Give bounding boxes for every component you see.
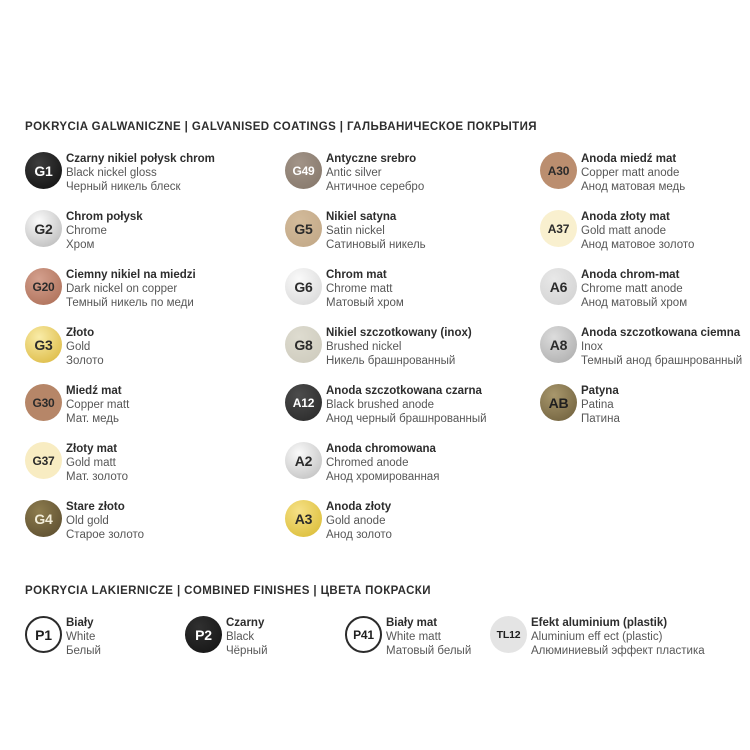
galvanised-column-1 [25, 152, 285, 558]
finish-labels [326, 152, 424, 194]
finish-item [540, 326, 743, 368]
finish-item [25, 384, 285, 426]
finish-name-pl: Złoto [66, 327, 95, 339]
finish-name-en: Gold anode [326, 515, 386, 527]
finish-item [285, 326, 540, 368]
finish-name-en: Chromed anode [326, 457, 409, 469]
finish-name-en: Black nickel gloss [66, 167, 157, 179]
finish-color-swatch: G3 [25, 326, 62, 363]
finish-name-pl: Anoda złoty mat [581, 211, 670, 223]
lacquered-slot [185, 616, 345, 674]
finish-name-en: Satin nickel [326, 225, 385, 237]
finish-item [25, 152, 285, 194]
finish-name-en: Chrome matt anode [581, 283, 683, 295]
finish-labels [326, 210, 426, 252]
finish-item [540, 268, 725, 310]
finish-name-pl: Stare złoto [66, 501, 125, 513]
finish-name-ru: Темный анод брашнрованный [581, 355, 743, 367]
finish-labels [326, 268, 404, 310]
finish-item [285, 152, 540, 194]
finish-name-en: Gold [66, 341, 91, 353]
finish-name-pl: Biały [66, 617, 94, 629]
finish-name-en: Gold matt anode [581, 225, 667, 237]
finish-labels [581, 384, 620, 426]
lacquered-section-header: POKRYCIA LAKIERNICZE | COMBINED FINISHES | ЦВЕТА ПОКРАСКИ [25, 585, 431, 597]
finish-item [285, 210, 540, 252]
finish-name-en: Chrome [66, 225, 107, 237]
finish-name-ru: Алюминиевый эффект пластика [531, 645, 705, 657]
finish-name-pl: Chrom mat [326, 269, 387, 281]
finish-name-en: White [66, 631, 96, 643]
finish-name-en: Antic silver [326, 167, 382, 179]
finish-name-ru: Темный никель по меди [66, 297, 194, 309]
finish-labels [66, 268, 196, 310]
finish-name-pl: Nikiel satyna [326, 211, 397, 223]
finish-color-swatch: G49 [285, 152, 322, 189]
finish-name-pl: Ciemny nikiel na miedzi [66, 269, 196, 281]
finish-name-ru: Старое золото [66, 529, 145, 541]
finish-name-pl: Nikiel szczotkowany (inox) [326, 327, 472, 339]
finish-name-pl: Chrom połysk [66, 211, 143, 223]
finish-item [25, 616, 185, 658]
finish-name-ru: Мат. медь [66, 413, 119, 425]
finish-item [285, 384, 540, 426]
finish-name-en: Aluminium eff ect (plastic) [531, 631, 663, 643]
finish-labels [581, 268, 687, 310]
finish-name-en: Old gold [66, 515, 109, 527]
finish-color-swatch: G20 [25, 268, 62, 305]
finish-color-swatch: A37 [540, 210, 577, 247]
finish-name-en: Copper matt anode [581, 167, 680, 179]
finish-name-en: Dark nickel on copper [66, 283, 178, 295]
finish-name-ru: Анод матовая медь [581, 181, 686, 193]
finish-color-swatch: A30 [540, 152, 577, 189]
finish-labels [386, 616, 471, 658]
finish-color-swatch: P2 [185, 616, 222, 653]
finish-item [285, 500, 540, 542]
lacquered-row [25, 616, 725, 674]
finish-name-ru: Белый [66, 645, 101, 657]
finish-name-ru: Анод золото [326, 529, 392, 541]
finish-name-ru: Матовый хром [326, 297, 404, 309]
lacquered-slot [345, 616, 490, 674]
finish-color-swatch: A8 [540, 326, 577, 363]
finish-color-swatch: G37 [25, 442, 62, 479]
finish-name-ru: Анод матовое золото [581, 239, 695, 251]
finish-item [345, 616, 490, 658]
finish-color-swatch: A2 [285, 442, 322, 479]
finish-name-ru: Патина [581, 413, 620, 425]
finish-item [490, 616, 725, 658]
finish-name-ru: Черный никель блеск [66, 181, 181, 193]
finish-labels [326, 500, 392, 542]
finish-name-ru: Сатиновый никель [326, 239, 426, 251]
finish-color-swatch: A12 [285, 384, 322, 421]
finish-color-swatch: P41 [345, 616, 382, 653]
finish-color-swatch: G8 [285, 326, 322, 363]
lacquered-slot [490, 616, 725, 674]
finish-labels [226, 616, 268, 658]
finish-name-pl: Anoda chromowana [326, 443, 436, 455]
finish-labels [531, 616, 705, 658]
finish-item [540, 152, 725, 194]
finish-color-swatch: G2 [25, 210, 62, 247]
finish-name-pl: Anoda miedź mat [581, 153, 677, 165]
finish-name-pl: Biały mat [386, 617, 438, 629]
finish-item [25, 326, 285, 368]
finish-name-en: Black brushed anode [326, 399, 435, 411]
finish-item [25, 210, 285, 252]
finish-name-en: Patina [581, 399, 614, 411]
finish-labels [66, 210, 143, 252]
finish-labels [581, 152, 685, 194]
finish-item [540, 210, 725, 252]
finish-labels [326, 384, 487, 426]
finish-item [25, 442, 285, 484]
finish-color-swatch: G30 [25, 384, 62, 421]
galvanised-columns [25, 152, 743, 558]
finish-labels [581, 210, 694, 252]
finish-color-swatch: A3 [285, 500, 322, 537]
finish-name-pl: Anoda szczotkowana ciemna [581, 327, 741, 339]
finish-name-pl: Anoda szczotkowana czarna [326, 385, 482, 397]
finish-name-pl: Złoty mat [66, 443, 118, 455]
finish-name-ru: Никель брашнрованный [326, 355, 456, 367]
finish-name-ru: Анод матовый хром [581, 297, 688, 309]
finish-name-en: Black [226, 631, 255, 643]
finish-item [540, 384, 725, 426]
finish-name-en: Brushed nickel [326, 341, 402, 353]
finish-item [285, 268, 540, 310]
finish-color-swatch: G4 [25, 500, 62, 537]
finish-name-pl: Patyna [581, 385, 619, 397]
finish-labels [326, 442, 439, 484]
finish-name-pl: Efekt aluminium (plastik) [531, 617, 668, 629]
galvanised-column-3 [540, 152, 743, 442]
finish-item [25, 268, 285, 310]
finish-color-swatch: G5 [285, 210, 322, 247]
finish-name-ru: Матовый белый [386, 645, 472, 657]
finish-name-pl: Czarny [226, 617, 265, 629]
finish-labels [66, 384, 129, 426]
section-lacquered-finishes [25, 585, 725, 674]
finish-labels [66, 152, 215, 194]
galvanised-section-header: POKRYCIA GALWANICZNE | GALVANISED COATINGS | ГАЛЬВАНИЧЕСКОЕ ПОКРЫТИЯ [25, 121, 537, 133]
finish-name-ru: Анод хромированная [326, 471, 440, 483]
finish-name-pl: Czarny nikiel połysk chrom [66, 153, 215, 165]
finish-item [285, 442, 540, 484]
finish-name-en: Inox [581, 341, 603, 353]
finish-labels [66, 500, 144, 542]
finish-color-swatch: AB [540, 384, 577, 421]
finish-name-pl: Anoda złoty [326, 501, 392, 513]
finish-name-ru: Золото [66, 355, 104, 367]
finish-item [185, 616, 345, 658]
finish-name-pl: Miedź mat [66, 385, 122, 397]
finish-labels [581, 326, 743, 368]
finish-name-ru: Античное серебро [326, 181, 425, 193]
finish-color-swatch: A6 [540, 268, 577, 305]
finish-name-en: Copper matt [66, 399, 130, 411]
galvanised-column-2 [285, 152, 540, 558]
finish-item [25, 500, 285, 542]
finish-color-swatch: P1 [25, 616, 62, 653]
finish-name-ru: Анод черный брашнрованный [326, 413, 487, 425]
finish-name-pl: Antyczne srebro [326, 153, 417, 165]
finish-labels [66, 326, 104, 368]
finish-color-swatch: G1 [25, 152, 62, 189]
finish-name-en: Chrome matt [326, 283, 393, 295]
finish-name-ru: Мат. золото [66, 471, 129, 483]
finish-name-en: White matt [386, 631, 441, 643]
finish-name-en: Gold matt [66, 457, 116, 469]
finish-labels [326, 326, 472, 368]
finish-labels [66, 616, 101, 658]
finish-color-swatch: G6 [285, 268, 322, 305]
finish-color-swatch: TL12 [490, 616, 527, 653]
lacquered-slot [25, 616, 185, 674]
section-galvanised-coatings [25, 121, 743, 558]
finish-name-pl: Anoda chrom-mat [581, 269, 680, 281]
finish-name-ru: Хром [66, 239, 95, 251]
finish-name-ru: Чёрный [226, 645, 268, 657]
finish-labels [66, 442, 128, 484]
